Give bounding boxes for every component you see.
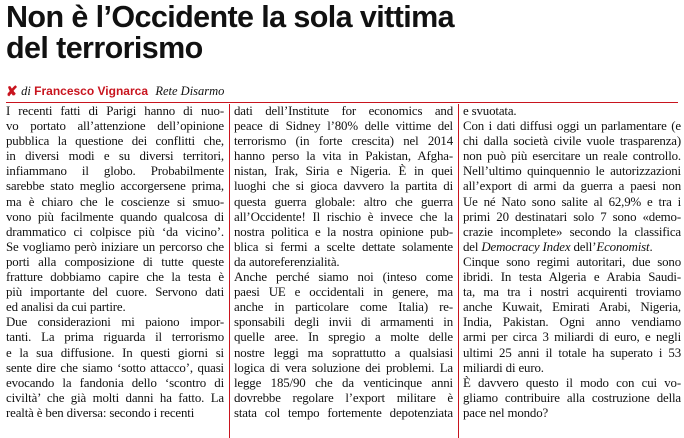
text-line: infiammano il globo. Probabilmente	[6, 164, 224, 179]
text-line: crazie incomplete» secondo la classifica	[463, 224, 681, 239]
text-line: I recenti fatti di Parigi hanno di nuo-	[6, 104, 224, 118]
text-line: civiltà’ che già molti danni ha fatto. La	[6, 390, 224, 405]
text-line: più importante del cuore. Servono dati	[6, 285, 224, 300]
text-line: anche Kuwait, Emirati Arabi, Nigeria,	[463, 300, 681, 315]
headline-line-1: Non è l’Occidente la sola vittima	[6, 0, 455, 34]
text-line: Nell’ultimo quinquennio le autorizzazioni	[463, 164, 681, 179]
text-line: vono più facilmente quando qualcosa di	[6, 209, 224, 224]
column-divider-1	[229, 104, 230, 438]
column-divider-2	[458, 104, 459, 438]
headline-line-2: del terrorismo	[6, 31, 203, 65]
text-line: all’Occidente! Il rischio è invece che la	[234, 209, 453, 224]
text-line: Due considerazioni mi paiono impor-	[6, 315, 224, 330]
text-line: drammatico ci colpisce più ‘da vicino’.	[6, 224, 224, 239]
byline-author: Francesco Vignarca	[34, 84, 148, 98]
text-line: tanti. La prima riguarda il terrorismo	[6, 330, 224, 345]
text-line: e svuotata.	[463, 104, 517, 118]
classifica-dell: dell’	[573, 239, 597, 254]
text-line: quelle aree. In spregio a molte delle	[234, 330, 453, 345]
text-line: Cinque sono regimi autoritari, due sono	[463, 254, 681, 269]
text-line: ibridi. In testa Algeria e Arabia Saudi-	[463, 270, 681, 285]
article-column-2	[234, 104, 453, 438]
text-line: non può più esercitare un reale controllo.	[463, 149, 681, 164]
text-line: realtà è ben diversa: secondo i recenti	[6, 405, 195, 420]
text-line-classifica	[463, 240, 681, 255]
democracy-index-title: Democracy Index	[481, 239, 571, 254]
byline-organization: Rete Disarmo	[155, 84, 225, 98]
text-line: pace nel mondo?	[463, 405, 549, 420]
text-line: ed analisi da cui partire.	[6, 300, 126, 315]
text-line: primi 20 destinatari solo 7 sono «demo-	[463, 209, 681, 224]
header-divider	[6, 102, 678, 103]
text-line: dovrebbe regolare l’export militare è	[234, 390, 453, 405]
text-line: all’export di armi da guerra a paesi non	[463, 179, 681, 194]
text-line: chi dalla società civile vuole trasparenza)	[463, 134, 681, 149]
text-line: stata col tempo fortemente depotenziata	[234, 405, 453, 420]
text-line: da autoreferenzialità.	[234, 254, 340, 269]
text-line: evocando la fandonia dello ‘scontro di	[6, 375, 224, 390]
article-column-3	[463, 104, 681, 438]
text-line: sponsabili degli invii di armamenti in	[234, 315, 453, 330]
text-line: legge 185/90 che da venticinque anni	[234, 375, 453, 390]
text-line: Anche perché siamo noi (inteso come	[234, 270, 453, 285]
text-line: in diversi modi e su diversi territori,	[6, 149, 224, 164]
text-line: porti alla composizione di tutte queste	[6, 254, 224, 269]
text-line: India, Pakistan. Ogni anno vendiamo	[463, 315, 681, 330]
text-line: Ue né Nato sono salite al 62,9% e tra i	[463, 194, 681, 209]
text-line: Con i dati diffusi oggi un parlamentare (e	[463, 119, 681, 134]
text-line: logica di vera soluzione dei problemi. La	[234, 360, 453, 375]
text-line: ta, ma tra i nostri acquirenti troviamo	[463, 285, 681, 300]
text-line: hanno perso la vita in Pakistan, Afgha-	[234, 149, 453, 164]
text-line: e la sua diffusione. In questi giorni si	[6, 345, 224, 360]
text-line: anche in particolare come Italia) re-	[234, 300, 453, 315]
byline-prefix: di	[21, 84, 31, 98]
text-line: sente dire che siamo ‘sotto attacco’, quasi	[6, 360, 224, 375]
text-line: paesi UE e occidentali in genere, ma	[234, 285, 453, 300]
economist-title: Economist	[596, 239, 650, 254]
byline	[6, 82, 678, 100]
text-line: nostre leggi ma soprattutto a qualsiasi	[234, 345, 453, 360]
text-line: armi per circa 3 miliardi di euro, e negli	[463, 330, 681, 345]
classifica-end: .	[649, 239, 653, 254]
text-line: peace di Sidney l’80% delle vittime del	[234, 119, 453, 134]
text-line: gliamo contribuire alla costruzione della	[463, 390, 681, 405]
text-line: luoghi che si gioca davvero la partita di	[234, 179, 453, 194]
classifica-del: del	[463, 239, 479, 254]
text-line: pubblica la questione dei conflitti che,	[6, 134, 224, 149]
article-column-1	[6, 104, 224, 438]
text-line: È davvero questo il modo con cui vo-	[463, 375, 681, 390]
text-line: ma è chiaro che le coscienze si smuo-	[6, 194, 224, 209]
red-arrow-mark-icon: ✘	[6, 83, 18, 99]
text-line: fratture dobbiamo capire che la testa è	[6, 270, 224, 285]
text-line: terrorismo (in forte crescita) nel 2014	[234, 134, 453, 149]
text-line: vo portato all’attenzione dell’opinione	[6, 119, 224, 134]
text-line: sarebbe stato meglio accorgersene prima,	[6, 179, 224, 194]
text-line: blica si fermi a scelte dettate solamente	[234, 239, 453, 254]
text-line: nostra politica e la nostra opinione pub-	[234, 224, 453, 239]
text-line: Se vogliamo però iniziare un percorso che	[6, 239, 224, 254]
text-line: nistan, Irak, Siria e Nigeria. È in quei	[234, 164, 453, 179]
text-line: questa guerra globale: altro che guerra	[234, 194, 453, 209]
article-headline	[6, 2, 678, 64]
text-line: miliardi di euro.	[463, 360, 544, 375]
text-line: ultimi 25 anni il totale ha superato i 53	[463, 345, 681, 360]
text-line: dati dell’Institute for economics and	[234, 104, 453, 118]
